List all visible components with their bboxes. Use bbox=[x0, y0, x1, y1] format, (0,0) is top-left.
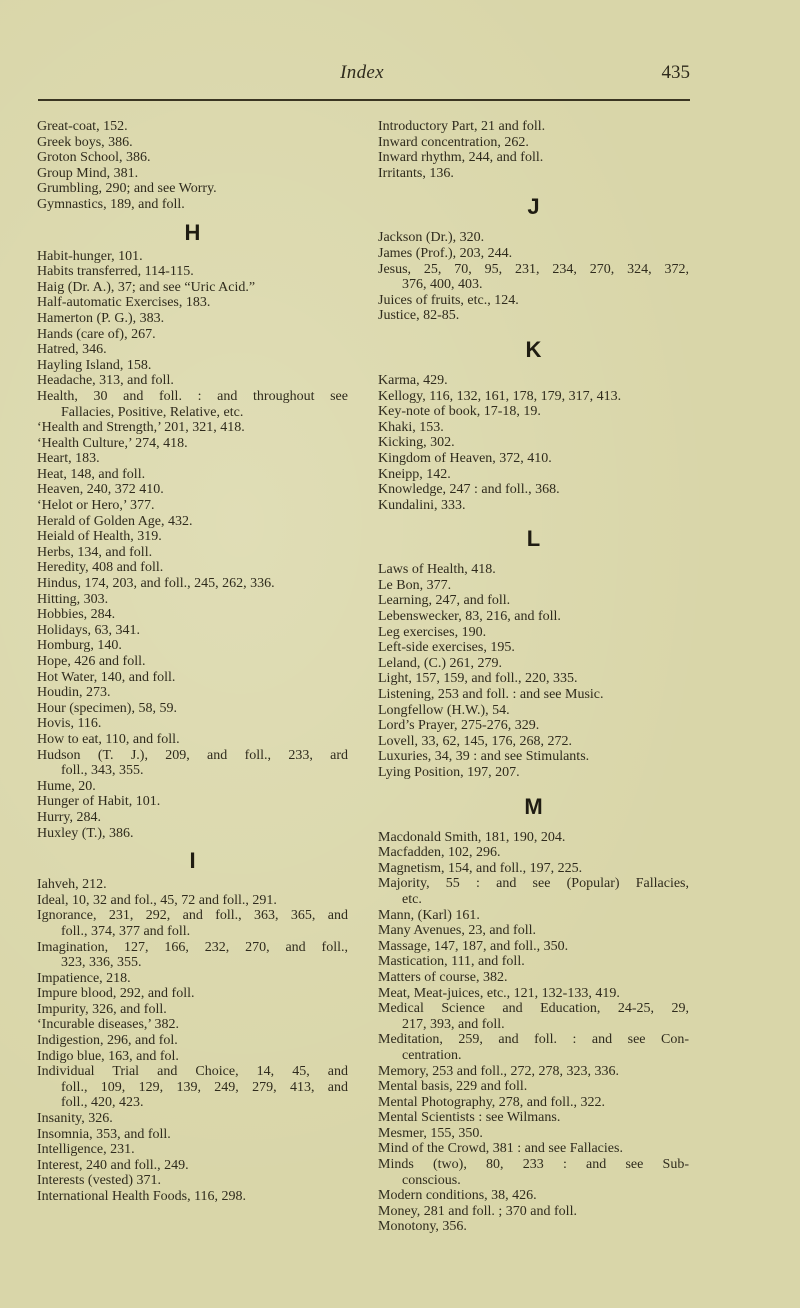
index-entry bbox=[378, 861, 689, 877]
index-entry bbox=[378, 939, 689, 955]
index-entry bbox=[37, 1033, 348, 1049]
index-entry bbox=[37, 514, 348, 530]
index-entry bbox=[378, 435, 689, 451]
entry-continuation: 217, 393, and foll. bbox=[402, 1016, 505, 1032]
index-entry bbox=[37, 264, 348, 280]
index-entry bbox=[378, 734, 689, 750]
entry-text: Lebenswecker, 83, 216, and foll. bbox=[378, 609, 561, 625]
index-entry bbox=[378, 1204, 689, 1220]
entry-text: Monotony, 356. bbox=[378, 1219, 467, 1235]
index-entry bbox=[37, 670, 348, 686]
entry-text: Jackson (Dr.), 320. bbox=[378, 230, 485, 246]
index-entry bbox=[378, 908, 689, 924]
entry-text: Memory, 253 and foll., 272, 278, 323, 336. bbox=[378, 1063, 619, 1079]
index-entry bbox=[37, 732, 348, 748]
entry-text: Lying Position, 197, 207. bbox=[378, 765, 520, 780]
index-entry bbox=[378, 923, 689, 939]
index-entry bbox=[37, 638, 348, 654]
entry-text: Knowledge, 247 : and foll., 368. bbox=[378, 482, 560, 498]
entry-text: Haig (Dr. A.), 37; and see “Uric Acid.” bbox=[37, 279, 256, 295]
index-entry bbox=[37, 467, 348, 483]
page-number: 435 bbox=[661, 62, 690, 83]
entry-text: Intelligence, 231. bbox=[37, 1142, 135, 1158]
index-column-left bbox=[37, 119, 348, 1205]
entry-text: Leland, (C.) 261, 279. bbox=[378, 655, 503, 671]
index-entry bbox=[378, 970, 689, 986]
entry-text: Hume, 20. bbox=[37, 778, 96, 794]
index-entry bbox=[37, 1189, 348, 1205]
index-entry bbox=[378, 1157, 689, 1188]
entry-text: Impurity, 326, and foll. bbox=[37, 1001, 167, 1017]
entry-text: Money, 281 and foll. ; 370 and foll. bbox=[378, 1203, 577, 1219]
index-entry bbox=[378, 703, 689, 719]
entry-text: Irritants, 136. bbox=[378, 165, 454, 181]
index-entry bbox=[37, 685, 348, 701]
index-entry bbox=[37, 1064, 348, 1111]
entry-text: Heiald of Health, 319. bbox=[37, 529, 162, 545]
entry-text: Macdonald Smith, 181, 190, 204. bbox=[378, 829, 566, 845]
index-column-right bbox=[378, 119, 689, 1235]
index-entry bbox=[37, 893, 348, 909]
index-entry bbox=[37, 545, 348, 561]
entry-text: Holidays, 63, 341. bbox=[37, 622, 141, 638]
entry-text: Hobbies, 284. bbox=[37, 607, 116, 623]
entry-text: Insomnia, 353, and foll. bbox=[37, 1126, 171, 1142]
index-entry bbox=[378, 420, 689, 436]
index-entry bbox=[37, 119, 348, 135]
entry-text: Huxley (T.), 386. bbox=[37, 825, 134, 841]
index-entry bbox=[37, 1002, 348, 1018]
entry-text: Jesus, 25, 70, 95, 231, 234, 270, 324, 372, bbox=[378, 261, 689, 277]
index-entry bbox=[378, 404, 689, 420]
index-entry bbox=[378, 1064, 689, 1080]
index-entry bbox=[378, 625, 689, 641]
running-title: Index bbox=[340, 62, 384, 83]
entry-text: Hope, 426 and foll. bbox=[37, 654, 146, 669]
index-entry bbox=[37, 908, 348, 939]
entry-text: Houdin, 273. bbox=[37, 685, 111, 701]
index-entry bbox=[378, 640, 689, 656]
index-entry bbox=[378, 562, 689, 578]
entry-text: Greek boys, 386. bbox=[37, 134, 133, 150]
index-entry bbox=[37, 311, 348, 327]
index-entry bbox=[37, 810, 348, 826]
index-entry bbox=[378, 718, 689, 734]
entry-continuation: foll., 420, 423. bbox=[61, 1095, 144, 1111]
entry-text: Mental basis, 229 and foll. bbox=[378, 1079, 528, 1095]
index-entry bbox=[378, 1001, 689, 1032]
entry-text: Learning, 247, and foll. bbox=[378, 593, 511, 609]
section-letter-heading: K bbox=[525, 336, 542, 362]
entry-text: Hunger of Habit, 101. bbox=[37, 794, 161, 810]
index-entry bbox=[378, 1095, 689, 1111]
index-entry bbox=[37, 181, 348, 197]
index-entry bbox=[378, 671, 689, 687]
entry-text: Listening, 253 and foll. : and see Music. bbox=[378, 687, 604, 703]
index-entry bbox=[378, 373, 689, 389]
header-rule bbox=[38, 99, 690, 101]
index-entry bbox=[37, 779, 348, 795]
index-entry bbox=[378, 246, 689, 262]
entry-text: Medical Science and Education, 24-25, 29, bbox=[378, 1001, 689, 1017]
index-entry bbox=[378, 845, 689, 861]
index-entry bbox=[37, 249, 348, 265]
index-entry bbox=[37, 826, 348, 842]
index-entry bbox=[37, 373, 348, 389]
entry-text: Hitting, 303. bbox=[37, 591, 109, 607]
index-entry bbox=[37, 1158, 348, 1174]
index-entry bbox=[378, 467, 689, 483]
index-entry bbox=[37, 1173, 348, 1189]
index-entry bbox=[37, 971, 348, 987]
entry-text: Leg exercises, 190. bbox=[378, 624, 487, 640]
entry-text: Homburg, 140. bbox=[37, 638, 122, 654]
index-entry bbox=[378, 119, 689, 135]
entry-text: Health, 30 and foll. : and throughout see bbox=[37, 388, 348, 404]
entry-text: Juices of fruits, etc., 124. bbox=[378, 292, 519, 308]
entry-continuation: centration. bbox=[402, 1047, 462, 1063]
index-entry bbox=[37, 420, 348, 436]
index-entry bbox=[37, 794, 348, 810]
entry-text: Kingdom of Heaven, 372, 410. bbox=[378, 450, 552, 466]
entry-text: Headache, 313, and foll. bbox=[37, 373, 174, 389]
index-entry bbox=[378, 830, 689, 846]
entry-text: Ideal, 10, 32 and fol., 45, 72 and foll., 291. bbox=[37, 892, 277, 908]
index-entry bbox=[378, 230, 689, 246]
entry-text: Hot Water, 140, and foll. bbox=[37, 669, 176, 685]
index-entry bbox=[378, 389, 689, 405]
entry-text: Kellogy, 116, 132, 161, 178, 179, 317, 413. bbox=[378, 388, 622, 404]
index-entry bbox=[378, 1141, 689, 1157]
index-entry bbox=[37, 529, 348, 545]
entry-text: Indigestion, 296, and fol. bbox=[37, 1033, 178, 1049]
entry-text: Introductory Part, 21 and foll. bbox=[378, 119, 546, 134]
entry-text: Habit-hunger, 101. bbox=[37, 248, 143, 264]
entry-text: Hurry, 284. bbox=[37, 809, 102, 825]
index-entry bbox=[37, 607, 348, 623]
entry-text: Modern conditions, 38, 426. bbox=[378, 1188, 537, 1204]
index-entry bbox=[378, 293, 689, 309]
entry-text: Kicking, 302. bbox=[378, 435, 455, 451]
index-entry bbox=[37, 498, 348, 514]
section-letter-heading: L bbox=[526, 526, 541, 552]
entry-text: Left-side exercises, 195. bbox=[378, 640, 515, 656]
index-entry bbox=[37, 135, 348, 151]
index-entry bbox=[378, 451, 689, 467]
index-entry bbox=[378, 1219, 689, 1235]
entry-text: Mental Scientists : see Wilmans. bbox=[378, 1110, 561, 1126]
index-entry bbox=[378, 687, 689, 703]
entry-text: Meat, Meat-juices, etc., 121, 132-133, 419. bbox=[378, 985, 620, 1001]
index-entry bbox=[37, 716, 348, 732]
entry-text: Khaki, 153. bbox=[378, 419, 444, 435]
entry-continuation: conscious. bbox=[402, 1172, 461, 1188]
entry-text: Indigo blue, 163, and fol. bbox=[37, 1048, 179, 1064]
entry-text: Minds (two), 80, 233 : and see Sub- bbox=[378, 1157, 689, 1173]
index-entry bbox=[378, 135, 689, 151]
entry-text: Heat, 148, and foll. bbox=[37, 466, 146, 482]
index-entry bbox=[378, 954, 689, 970]
index-entry bbox=[37, 940, 348, 971]
index-entry bbox=[37, 436, 348, 452]
entry-text: Macfadden, 102, 296. bbox=[378, 845, 501, 861]
entry-text: Le Bon, 377. bbox=[378, 577, 452, 593]
index-entry bbox=[37, 358, 348, 374]
entry-text: ‘Health and Strength,’ 201, 321, 418. bbox=[37, 420, 245, 436]
index-entry bbox=[37, 748, 348, 779]
entry-continuation: etc. bbox=[402, 891, 422, 907]
index-entry bbox=[37, 150, 348, 166]
index-entry bbox=[37, 986, 348, 1002]
entry-text: Massage, 147, 187, and foll., 350. bbox=[378, 938, 569, 954]
index-entry bbox=[378, 876, 689, 907]
section-letter-heading: H bbox=[184, 219, 201, 245]
entry-text: Hovis, 116. bbox=[37, 716, 102, 732]
entry-text: Heart, 183. bbox=[37, 451, 100, 467]
entry-text: Hands (care of), 267. bbox=[37, 326, 156, 342]
index-entry bbox=[378, 482, 689, 498]
entry-text: Ignorance, 231, 292, and foll., 363, 365, and bbox=[37, 908, 348, 924]
entry-text: Insanity, 326. bbox=[37, 1111, 113, 1127]
index-entry bbox=[37, 482, 348, 498]
entry-text: Interests (vested) 371. bbox=[37, 1173, 162, 1189]
index-entry bbox=[378, 578, 689, 594]
index-entry bbox=[37, 1017, 348, 1033]
entry-text: Hour (specimen), 58, 59. bbox=[37, 700, 177, 716]
entry-text: ‘Incurable diseases,’ 382. bbox=[37, 1017, 180, 1033]
entry-text: Group Mind, 381. bbox=[37, 165, 139, 181]
index-entry bbox=[378, 262, 689, 293]
index-entry bbox=[37, 280, 348, 296]
index-entry bbox=[37, 623, 348, 639]
index-entry bbox=[378, 749, 689, 765]
index-entry bbox=[378, 1032, 689, 1063]
entry-text: ‘Helot or Hero,’ 377. bbox=[37, 498, 155, 514]
entry-text: Iahveh, 212. bbox=[37, 877, 107, 893]
entry-continuation: foll., 374, 377 and foll. bbox=[61, 923, 191, 939]
entry-text: ‘Health Culture,’ 274, 418. bbox=[37, 435, 188, 451]
index-entry bbox=[37, 592, 348, 608]
index-entry bbox=[378, 609, 689, 625]
entry-text: Interest, 240 and foll., 249. bbox=[37, 1157, 189, 1173]
index-entry bbox=[378, 308, 689, 324]
index-entry bbox=[37, 327, 348, 343]
index-entry bbox=[37, 451, 348, 467]
entry-text: Herald of Golden Age, 432. bbox=[37, 513, 193, 529]
entry-text: Hayling Island, 158. bbox=[37, 357, 152, 373]
entry-text: Mesmer, 155, 350. bbox=[378, 1125, 483, 1141]
entry-text: Grumbling, 290; and see Worry. bbox=[37, 181, 217, 197]
entry-text: Longfellow (H.W.), 54. bbox=[378, 702, 510, 718]
entry-text: Inward rhythm, 244, and foll. bbox=[378, 150, 544, 166]
index-entry bbox=[37, 560, 348, 576]
entry-continuation: foll., 343, 355. bbox=[61, 763, 144, 779]
index-entry bbox=[378, 1188, 689, 1204]
index-entry bbox=[37, 197, 348, 213]
entry-text: Great-coat, 152. bbox=[37, 119, 128, 134]
index-entry bbox=[37, 295, 348, 311]
index-entry bbox=[37, 389, 348, 420]
entry-text: Imagination, 127, 166, 232, 270, and foll., bbox=[37, 939, 348, 955]
entry-text: Kundalini, 333. bbox=[378, 497, 466, 513]
entry-text: Mann, (Karl) 161. bbox=[378, 907, 480, 923]
index-entry bbox=[37, 1127, 348, 1143]
entry-text: How to eat, 110, and foll. bbox=[37, 731, 180, 747]
entry-text: Mind of the Crowd, 381 : and see Fallacies. bbox=[378, 1141, 623, 1157]
entry-text: Kneipp, 142. bbox=[378, 466, 451, 482]
entry-text: Groton School, 386. bbox=[37, 150, 151, 166]
index-entry bbox=[37, 166, 348, 182]
entry-text: Half-automatic Exercises, 183. bbox=[37, 295, 211, 311]
entry-text: Mastication, 111, and foll. bbox=[378, 954, 525, 970]
index-entry bbox=[378, 656, 689, 672]
entry-continuation: 376, 400, 403. bbox=[402, 277, 483, 293]
index-entry bbox=[378, 150, 689, 166]
entry-text: Magnetism, 154, and foll., 197, 225. bbox=[378, 860, 583, 876]
index-entry bbox=[378, 593, 689, 609]
entry-text: Inward concentration, 262. bbox=[378, 134, 529, 150]
entry-text: Luxuries, 34, 39 : and see Stimulants. bbox=[378, 749, 590, 765]
index-entry bbox=[37, 1111, 348, 1127]
entry-text: Hamerton (P. G.), 383. bbox=[37, 310, 165, 326]
entry-text: Gymnastics, 189, and foll. bbox=[37, 196, 185, 212]
index-entry bbox=[378, 986, 689, 1002]
entry-text: Heaven, 240, 372 410. bbox=[37, 482, 164, 498]
entry-text: Impure blood, 292, and foll. bbox=[37, 986, 195, 1002]
entry-text: Justice, 82-85. bbox=[378, 308, 460, 324]
entry-text: Light, 157, 159, and foll., 220, 335. bbox=[378, 671, 578, 687]
entry-text: Hudson (T. J.), 209, and foll., 233, ard bbox=[37, 747, 348, 763]
entry-text: Lord’s Prayer, 275-276, 329. bbox=[378, 718, 540, 734]
entry-text: Many Avenues, 23, and foll. bbox=[378, 923, 536, 939]
entry-text: Karma, 429. bbox=[378, 372, 448, 388]
index-entry bbox=[378, 166, 689, 182]
entry-text: Hatred, 346. bbox=[37, 342, 107, 358]
entry-text: Majority, 55 : and see (Popular) Fallacies, bbox=[378, 876, 689, 892]
entry-text: Matters of course, 382. bbox=[378, 969, 508, 985]
index-entry bbox=[378, 1126, 689, 1142]
entry-text: Habits transferred, 114-115. bbox=[37, 264, 194, 280]
entry-text: Hindus, 174, 203, and foll., 245, 262, 336. bbox=[37, 576, 275, 592]
entry-continuation: foll., 109, 129, 139, 249, 279, 413, and bbox=[61, 1079, 348, 1095]
entry-text: Heredity, 408 and foll. bbox=[37, 560, 164, 576]
index-entry bbox=[37, 342, 348, 358]
index-entry bbox=[37, 701, 348, 717]
entry-text: Laws of Health, 418. bbox=[378, 562, 496, 578]
entry-text: Meditation, 259, and foll. : and see Con- bbox=[378, 1032, 689, 1048]
index-entry bbox=[37, 576, 348, 592]
index-entry bbox=[378, 498, 689, 514]
index-entry bbox=[378, 765, 689, 781]
index-entry bbox=[37, 1142, 348, 1158]
index-entry bbox=[37, 1049, 348, 1065]
section-letter-heading: I bbox=[189, 848, 196, 874]
entry-text: Mental Photography, 278, and foll., 322. bbox=[378, 1094, 605, 1110]
entry-text: James (Prof.), 203, 244. bbox=[378, 245, 513, 261]
index-entry bbox=[37, 877, 348, 893]
section-letter-heading: J bbox=[527, 194, 540, 220]
entry-text: Individual Trial and Choice, 14, 45, and bbox=[37, 1064, 348, 1080]
section-letter-heading: M bbox=[524, 793, 543, 819]
index-entry bbox=[37, 654, 348, 670]
entry-continuation: 323, 336, 355. bbox=[61, 955, 142, 971]
entry-continuation: Fallacies, Positive, Relative, etc. bbox=[61, 404, 244, 420]
index-entry bbox=[378, 1110, 689, 1126]
entry-text: Key-note of book, 17-18, 19. bbox=[378, 404, 541, 420]
entry-text: Herbs, 134, and foll. bbox=[37, 544, 153, 560]
entry-text: International Health Foods, 116, 298. bbox=[37, 1189, 247, 1204]
entry-text: Impatience, 218. bbox=[37, 970, 131, 986]
entry-text: Lovell, 33, 62, 145, 176, 268, 272. bbox=[378, 733, 573, 749]
index-entry bbox=[378, 1079, 689, 1095]
